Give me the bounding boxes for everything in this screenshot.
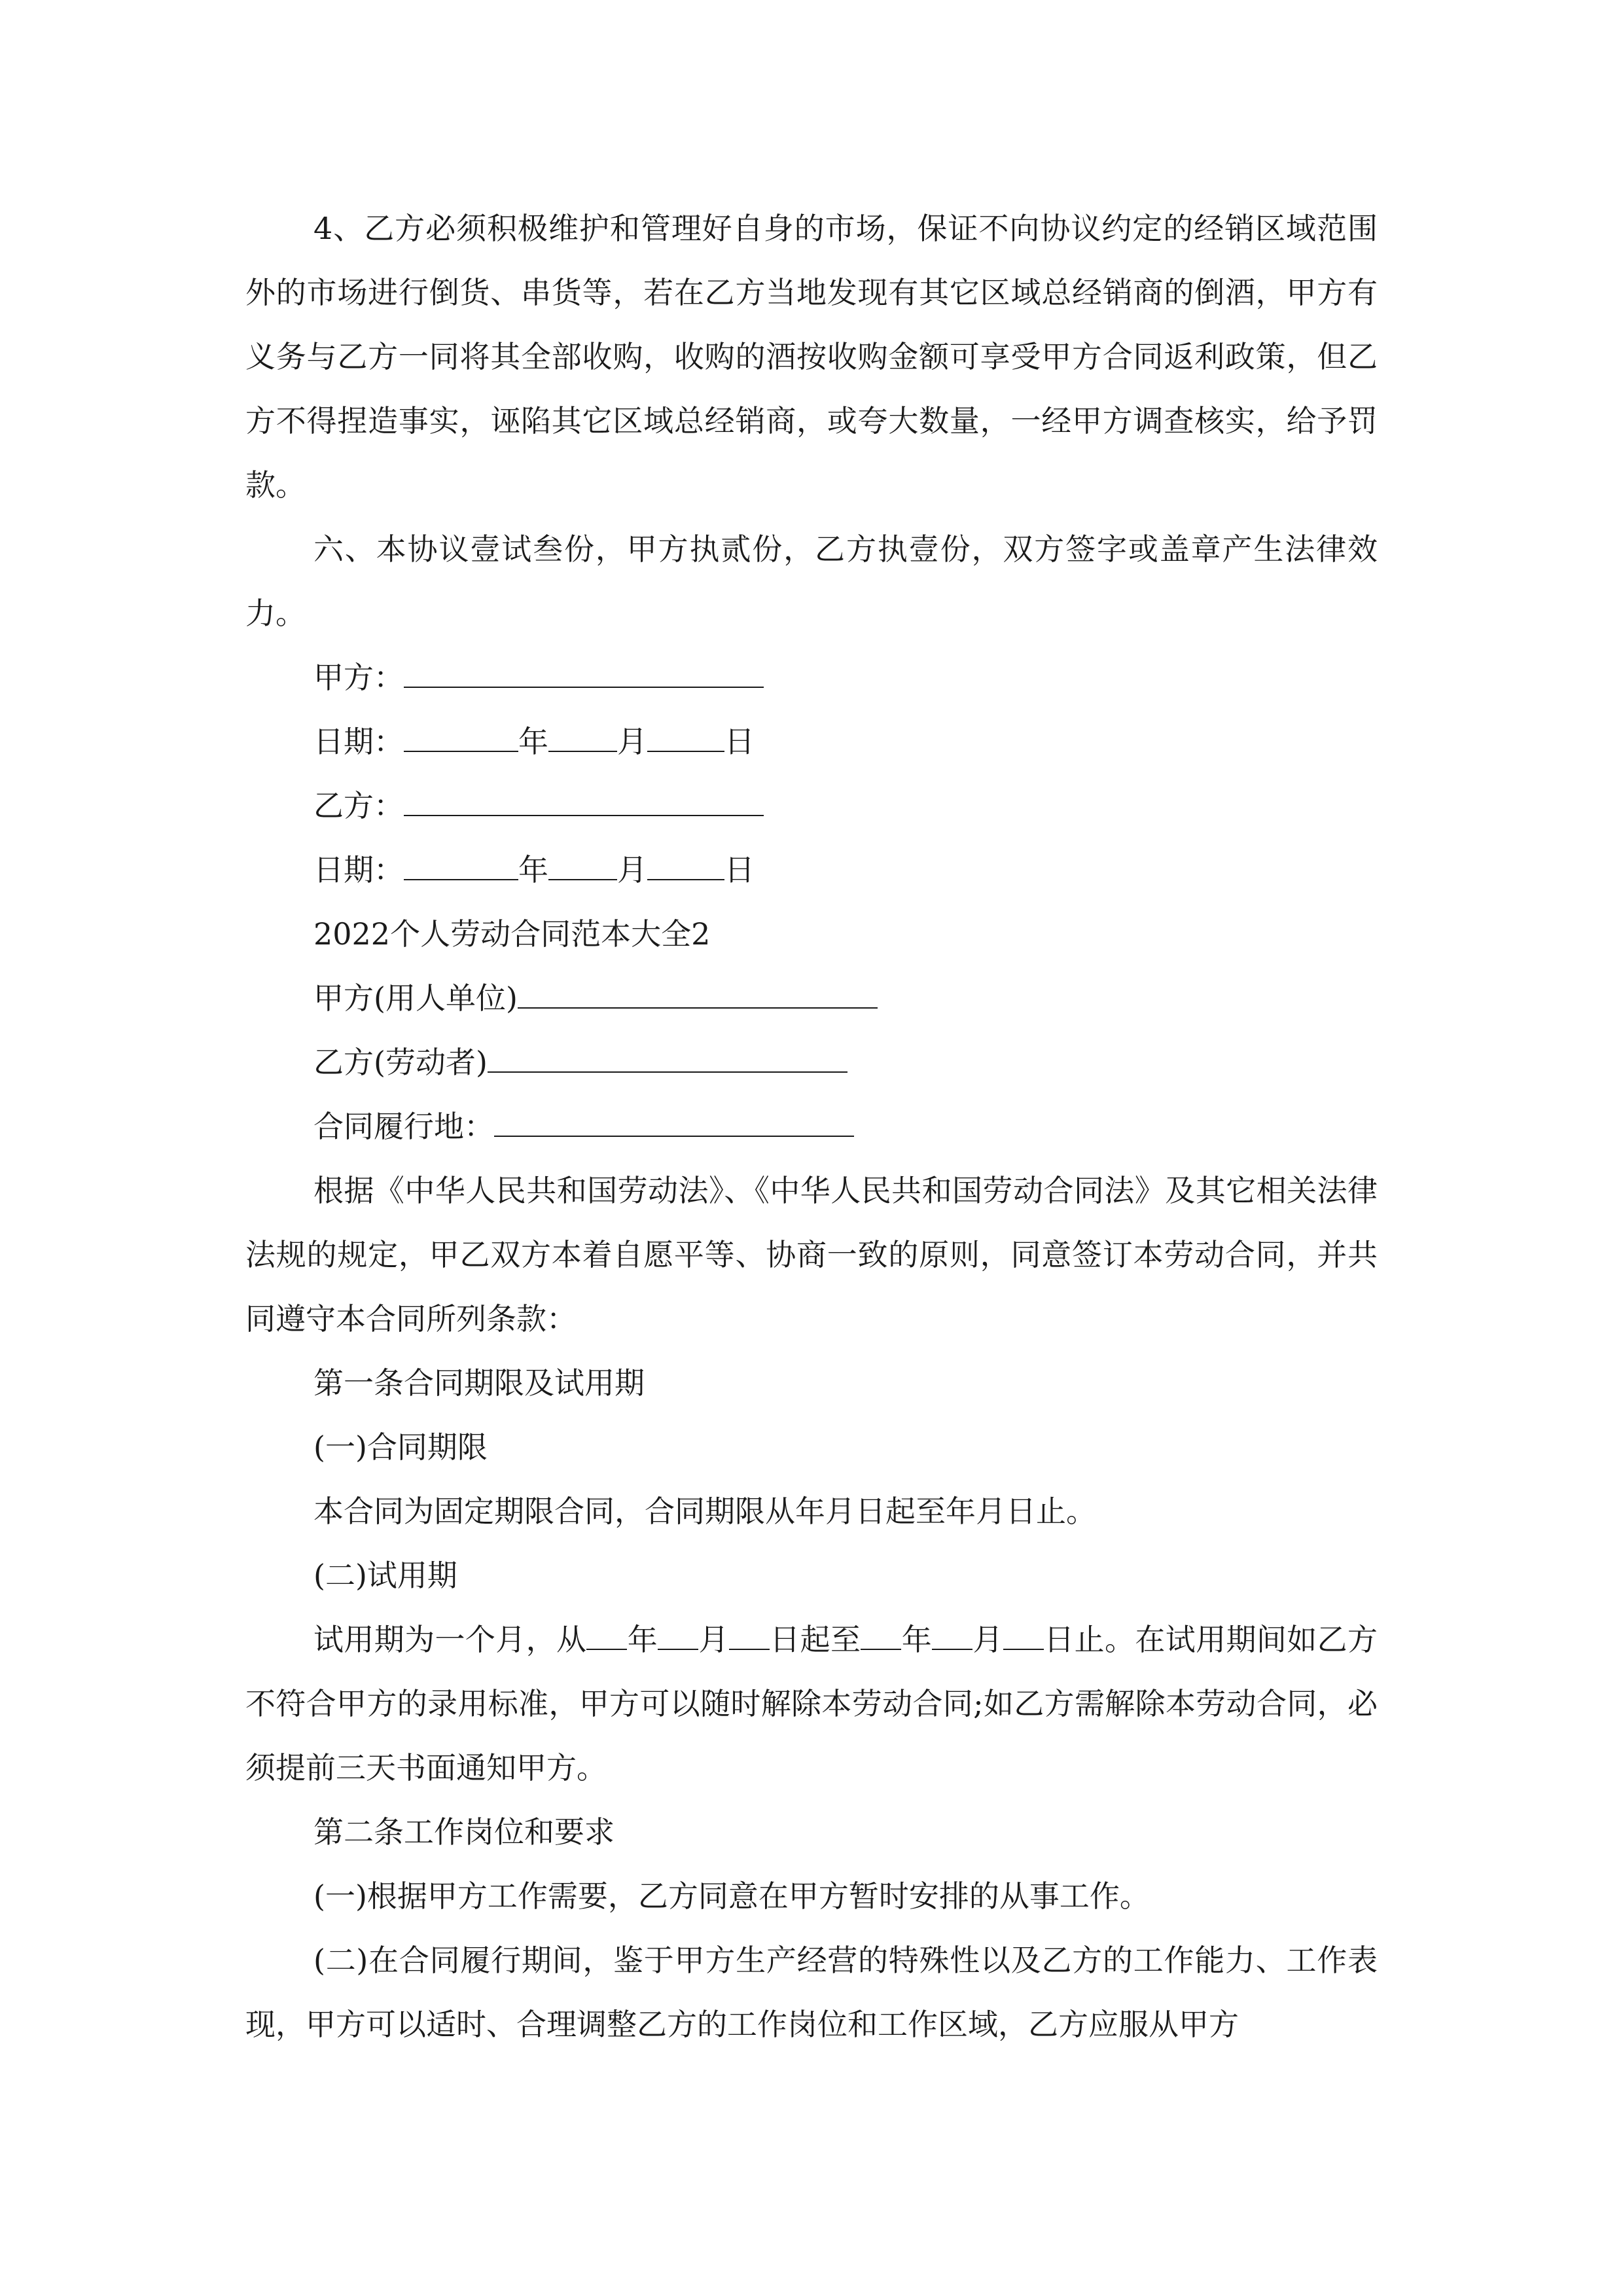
year-label: 年: [518, 724, 548, 759]
location-label: 合同履行地：: [313, 1109, 494, 1144]
article-1-title: 第一条合同期限及试用期: [313, 1365, 645, 1401]
section-2-2-text: (二)在合同履行期间，鉴于甲方生产经营的特殊性以及乙方的工作能力、工作表现，甲方可以适时、合理调整乙方的工作岗位和工作区域，乙方应服从甲方: [245, 1943, 1378, 2042]
probation-end-month-label: 月: [972, 1622, 1003, 1657]
probation-day-end: 日止。: [1043, 1622, 1135, 1657]
day-label: 日: [724, 724, 755, 759]
employer-label: 甲方(用人单位): [313, 980, 518, 1016]
day-blank: [647, 727, 724, 752]
month-blank: [548, 855, 617, 880]
month-blank: [548, 727, 617, 752]
party-a-blank: [404, 663, 764, 688]
clause-6-paragraph: 六、本协议壹试叁份，甲方执贰份，乙方执壹份，双方签字或盖章产生法律效力。: [245, 531, 1378, 631]
employee-line: [245, 1030, 1378, 1094]
article-2-title: 第二条工作岗位和要求: [313, 1814, 615, 1850]
section-1-2-title: (二)试用期: [313, 1558, 457, 1593]
section-2-1-text: (一)根据甲方工作需要，乙方同意在甲方暂时安排的从事工作。: [313, 1878, 1150, 1914]
probation-prefix: 试用期为一个月，从: [313, 1622, 587, 1657]
probation-day-blank: [729, 1625, 770, 1650]
employee-label: 乙方(劳动者): [313, 1045, 488, 1080]
year-blank: [404, 727, 518, 752]
party-a-date-line: [245, 709, 1378, 774]
probation-end-year-label: 年: [901, 1622, 933, 1657]
probation-year-label: 年: [627, 1622, 658, 1657]
party-b-label: 乙方：: [313, 788, 404, 823]
probation-paragraph: [245, 1607, 1378, 1800]
intro-paragraph: 根据《中华人民共和国劳动法》、《中华人民共和国劳动合同法》及其它相关法律法规的规定，甲乙双方本着自愿平等、协商一致的原则，同意签订本劳动合同，并共同遵守本合同所列条款：: [245, 1173, 1378, 1336]
location-line: [245, 1094, 1378, 1158]
date-label: 日期：: [313, 852, 404, 888]
day-blank: [647, 855, 724, 880]
employer-line: [245, 966, 1378, 1030]
party-b-date-line: [245, 838, 1378, 902]
party-b-blank: [404, 791, 764, 816]
party-a-signature-line: [245, 645, 1378, 709]
probation-end-day-blank: [1003, 1625, 1044, 1650]
day-label: 日: [724, 852, 755, 888]
location-blank: [494, 1112, 854, 1137]
probation-month-blank: [658, 1625, 698, 1650]
year-blank: [404, 855, 518, 880]
party-b-signature-line: [245, 774, 1378, 838]
month-label: 月: [617, 852, 647, 888]
document-page: [245, 196, 1378, 2056]
probation-day-from: 日起至: [769, 1622, 861, 1657]
section-1-1-title: (一)合同期限: [313, 1429, 488, 1465]
probation-end-month-blank: [932, 1625, 972, 1650]
probation-month-label: 月: [698, 1622, 729, 1657]
section-1-1-text: 本合同为固定期限合同，合同期限从年月日起至年月日止。: [313, 1494, 1096, 1529]
contract-2-title: 2022个人劳动合同范本大全2: [313, 916, 711, 952]
clause-4-paragraph: 4、乙方必须积极维护和管理好自身的市场，保证不向协议约定的经销区域范围外的市场进行倒货、串货等，若在乙方当地发现有其它区域总经销商的倒酒，甲方有义务与乙方一同将其全部收购，收购的酒按收购金额可享受甲方合同返利政策，但乙方不得捏造事实，诬陷其它区域总经销商，或夸大数量，一经甲方调查核实，给予罚款。: [245, 211, 1378, 503]
party-a-label: 甲方：: [313, 660, 404, 695]
probation-year-blank: [586, 1625, 627, 1650]
probation-rest: 在试用期间如乙方不符合甲方的录用标准，甲方可以随时解除本劳动合同;如乙方需解除本劳动合同，必须提前三天书面通知甲方。: [245, 1622, 1378, 1785]
employer-blank: [518, 984, 878, 1009]
probation-end-year-blank: [861, 1625, 901, 1650]
year-label: 年: [518, 852, 548, 888]
month-label: 月: [617, 724, 647, 759]
date-label: 日期：: [313, 724, 404, 759]
employee-blank: [488, 1048, 847, 1073]
